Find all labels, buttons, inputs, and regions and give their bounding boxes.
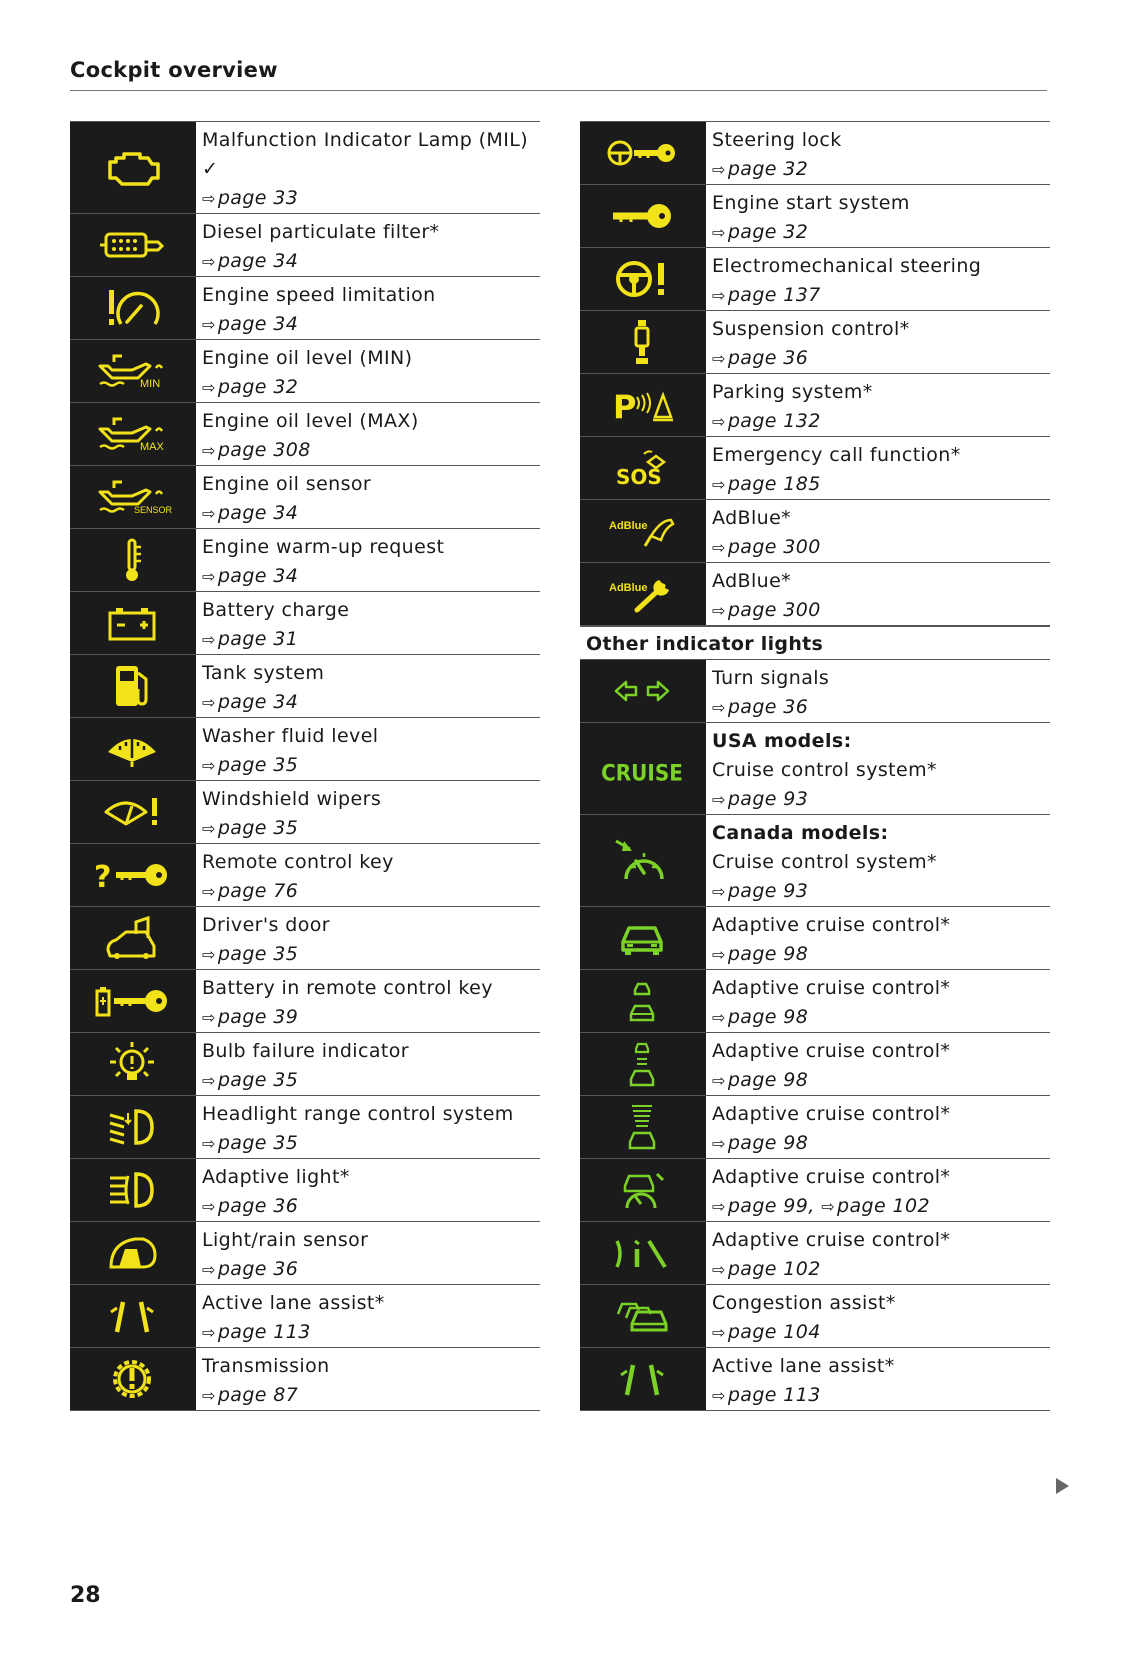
acc-car-icon [580, 907, 706, 969]
indicator-row [70, 843, 540, 906]
indicator-description [196, 122, 540, 213]
headlight-range-icon [70, 1096, 196, 1158]
page-link[interactable]: page 300 [727, 536, 821, 558]
indicator-label: Adaptive cruise control* [712, 1229, 951, 1251]
page-link[interactable]: page 98 [727, 1069, 809, 1091]
page-reference [202, 184, 540, 213]
indicator-row [70, 1284, 540, 1347]
indicator-row [580, 814, 1050, 906]
indicator-label: Cruise control system* [712, 851, 937, 873]
reference-arrow-icon: ⇨ [712, 160, 726, 179]
reference-arrow-icon: ⇨ [202, 441, 216, 460]
page-link[interactable]: page 308 [217, 439, 311, 461]
page-link[interactable]: page 35 [217, 943, 299, 965]
page-reference [712, 940, 1050, 969]
indicator-row [70, 528, 540, 591]
indicator-row [70, 969, 540, 1032]
page-reference [202, 877, 540, 906]
indicator-row [580, 184, 1050, 247]
reference-arrow-icon: ⇨ [202, 1134, 216, 1153]
indicator-row [580, 906, 1050, 969]
indicator-row [580, 1347, 1050, 1411]
indicator-row [70, 591, 540, 654]
indicator-label: Engine speed limitation [202, 284, 436, 306]
adblue-refill-icon [580, 500, 706, 562]
indicator-description [706, 815, 1050, 906]
engine-icon [70, 122, 196, 213]
indicator-row [70, 1158, 540, 1221]
acc-distance-1-icon [580, 970, 706, 1032]
indicator-row [70, 1347, 540, 1411]
warning-lights-list [580, 121, 1050, 626]
indicator-label: Washer fluid level [202, 725, 379, 747]
indicator-label: Parking system* [712, 381, 873, 403]
indicator-row [580, 659, 1050, 722]
page-reference [712, 1318, 1050, 1347]
congestion-assist-icon [580, 1285, 706, 1347]
indicator-description [706, 1096, 1050, 1158]
indicator-description [196, 1348, 540, 1410]
page-link[interactable]: page 93 [727, 788, 809, 810]
page-reference [202, 688, 540, 717]
fuel-pump-icon [70, 655, 196, 717]
page-link[interactable]: page 137 [727, 284, 821, 306]
indicator-label: Active lane assist* [712, 1355, 895, 1377]
indicator-description [706, 1159, 1050, 1221]
indicator-description [706, 970, 1050, 1032]
page-reference [712, 1381, 1050, 1410]
speedometer-cruise-icon [580, 815, 706, 906]
page-link[interactable]: page 32 [217, 376, 299, 398]
indicator-description [196, 403, 540, 465]
page-link[interactable]: page 185 [727, 473, 821, 495]
reference-arrow-icon: ⇨ [712, 412, 726, 431]
indicator-label: Cruise control system* [712, 759, 937, 781]
reference-arrow-icon: ⇨ [712, 1197, 726, 1216]
indicator-label: Engine oil level (MAX) [202, 410, 419, 432]
indicator-description [706, 248, 1050, 310]
page-link[interactable]: page 300 [727, 599, 821, 621]
indicator-label: Engine start system [712, 192, 910, 214]
page-reference [202, 1003, 540, 1032]
page-reference [712, 596, 1050, 625]
indicator-description [196, 1222, 540, 1284]
indicator-row [70, 1221, 540, 1284]
page-reference [712, 785, 1050, 814]
page-reference [202, 499, 540, 528]
right-indicator-table [580, 121, 1050, 1411]
page-reference [712, 1066, 1050, 1095]
page-link[interactable]: page 98 [727, 1006, 809, 1028]
indicator-row [580, 722, 1050, 814]
remote-key-question-icon [70, 844, 196, 906]
indicator-label: Electromechanical steering [712, 255, 982, 277]
indicator-row [70, 339, 540, 402]
engine-speed-limit-icon [70, 277, 196, 339]
indicator-label: Transmission [202, 1355, 330, 1377]
indicator-label: Diesel particulate filter* [202, 221, 440, 243]
page-link[interactable]: page 104 [727, 1321, 821, 1343]
indicator-description [196, 781, 540, 843]
indicator-label: Adaptive cruise control* [712, 914, 951, 936]
indicator-label: Turn signals [712, 667, 830, 689]
indicator-description [196, 592, 540, 654]
page-reference [712, 218, 1050, 247]
page-link[interactable]: page 35 [217, 817, 299, 839]
key-battery-icon [70, 970, 196, 1032]
indicator-description [196, 970, 540, 1032]
page-link[interactable]: page 34 [217, 691, 299, 713]
reference-arrow-icon: ⇨ [202, 1260, 216, 1279]
svg-text:P: P [613, 388, 637, 426]
indicator-label: Active lane assist* [202, 1292, 385, 1314]
indicator-description [196, 214, 540, 276]
indicator-label: Adaptive light* [202, 1166, 350, 1188]
page-link[interactable]: page 36 [727, 696, 809, 718]
reference-arrow-icon: ⇨ [712, 601, 726, 620]
page-reference [202, 1066, 540, 1095]
svg-text:MIN: MIN [140, 378, 161, 390]
reference-arrow-icon: ⇨ [202, 1197, 216, 1216]
indicator-label: Adaptive cruise control* [712, 1040, 951, 1062]
reference-arrow-icon: ⇨ [712, 882, 726, 901]
reference-arrow-icon: ⇨ [712, 790, 726, 809]
acc-lane-icon [580, 1222, 706, 1284]
indicator-description [706, 1348, 1050, 1410]
indicator-row [70, 121, 540, 213]
reference-arrow-icon: ⇨ [202, 1008, 216, 1027]
page-link[interactable]: page 34 [217, 313, 299, 335]
page-reference [712, 1003, 1050, 1032]
left-indicator-table [70, 121, 540, 1411]
adaptive-light-icon [70, 1159, 196, 1221]
bulb-failure-icon [70, 1033, 196, 1095]
reference-arrow-icon: ⇨ [712, 1134, 726, 1153]
light-rain-sensor-icon [70, 1222, 196, 1284]
indicator-label: Remote control key [202, 851, 394, 873]
indicator-row [580, 1221, 1050, 1284]
indicator-row [70, 654, 540, 717]
reference-arrow-icon: ⇨ [821, 1197, 835, 1216]
indicator-row [70, 402, 540, 465]
indicator-description [706, 1222, 1050, 1284]
indicator-description [706, 374, 1050, 436]
indicator-row [70, 213, 540, 276]
svg-text:SENSOR: SENSOR [134, 505, 173, 515]
indicator-label: Malfunction Indicator Lamp (MIL) [202, 129, 529, 151]
reference-arrow-icon: ⇨ [202, 756, 216, 775]
indicator-description [706, 311, 1050, 373]
page-reference [202, 1129, 540, 1158]
page-link[interactable]: page 98 [727, 1132, 809, 1154]
reference-arrow-icon: ⇨ [202, 504, 216, 523]
page-link[interactable]: page 102 [837, 1195, 930, 1217]
indicator-description [706, 1285, 1050, 1347]
page-link[interactable]: page 35 [217, 1069, 299, 1091]
indicator-description [196, 907, 540, 969]
reference-arrow-icon: ⇨ [712, 538, 726, 557]
oil-level-max-icon [70, 403, 196, 465]
svg-text:CRUISE: CRUISE [601, 758, 683, 786]
next-page-arrow-icon[interactable] [1056, 1478, 1069, 1494]
other-indicator-list [580, 659, 1050, 1411]
adblue-wrench-icon [580, 563, 706, 625]
indicator-row [580, 373, 1050, 436]
indicator-row [70, 276, 540, 339]
reference-arrow-icon: ⇨ [712, 1386, 726, 1405]
lane-assist-green-icon [580, 1348, 706, 1410]
indicator-description [706, 907, 1050, 969]
indicator-description [196, 1096, 540, 1158]
page-reference [202, 562, 540, 591]
battery-icon [70, 592, 196, 654]
page-reference [202, 751, 540, 780]
page-link[interactable]: page 99 [727, 1195, 809, 1217]
page-reference [202, 1192, 540, 1221]
page-link[interactable]: page 31 [217, 628, 299, 650]
svg-text:SOS: SOS [616, 465, 662, 489]
indicator-label: Engine oil level (MIN) [202, 347, 413, 369]
indicator-label: Engine warm-up request [202, 536, 445, 558]
page-reference [202, 625, 540, 654]
model-subhead: Canada models: [712, 822, 889, 844]
indicator-row [580, 436, 1050, 499]
reference-arrow-icon: ⇨ [712, 286, 726, 305]
reference-arrow-icon: ⇨ [712, 475, 726, 494]
indicator-description [196, 529, 540, 591]
reference-arrow-icon: ⇨ [202, 693, 216, 712]
svg-text:AdBlue: AdBlue [609, 582, 648, 594]
page-link[interactable]: page 113 [217, 1321, 311, 1343]
indicator-row [580, 1032, 1050, 1095]
page-reference [202, 373, 540, 402]
diesel-filter-icon [70, 214, 196, 276]
reference-arrow-icon: ⇨ [202, 630, 216, 649]
oil-sensor-icon [70, 466, 196, 528]
indicator-row [70, 1032, 540, 1095]
svg-text:AdBlue: AdBlue [609, 520, 648, 532]
transmission-gear-icon [70, 1348, 196, 1410]
turn-signals-icon [580, 660, 706, 722]
indicator-description [706, 563, 1050, 625]
header-divider [70, 90, 1047, 91]
reference-arrow-icon: ⇨ [202, 945, 216, 964]
indicator-description [196, 844, 540, 906]
indicator-description [196, 1285, 540, 1347]
oil-level-min-icon [70, 340, 196, 402]
reference-arrow-icon: ⇨ [202, 567, 216, 586]
page-reference [202, 436, 540, 465]
cruise-icon [580, 723, 706, 814]
page-link[interactable]: page 35 [217, 754, 299, 776]
indicator-row [580, 310, 1050, 373]
reference-arrow-icon: ⇨ [712, 223, 726, 242]
reference-arrow-icon: ⇨ [202, 378, 216, 397]
thermometer-icon [70, 529, 196, 591]
acc-distance-3-icon [580, 1096, 706, 1158]
suspension-icon [580, 311, 706, 373]
page-link[interactable]: page 36 [217, 1195, 299, 1217]
indicator-description [196, 466, 540, 528]
model-subhead: USA models: [712, 730, 852, 752]
indicator-description [706, 122, 1050, 184]
reference-arrow-icon: ⇨ [202, 1386, 216, 1405]
checkmark-icon: ✓ [202, 158, 219, 180]
page-reference [202, 247, 540, 276]
indicator-label: Adaptive cruise control* [712, 1103, 951, 1125]
reference-arrow-icon: ⇨ [202, 1323, 216, 1342]
reference-arrow-icon: ⇨ [712, 1323, 726, 1342]
page-link[interactable]: page 33 [217, 187, 299, 209]
page-reference [712, 1255, 1050, 1284]
page-link[interactable]: page 35 [217, 1132, 299, 1154]
indicator-label: Light/rain sensor [202, 1229, 369, 1251]
svg-text:?: ? [94, 860, 112, 895]
page-link[interactable]: page 36 [217, 1258, 299, 1280]
indicator-label: AdBlue* [712, 570, 792, 592]
page-reference [712, 877, 1050, 906]
page-reference [202, 1381, 540, 1410]
page-link[interactable]: page 113 [727, 1384, 821, 1406]
page-reference [202, 310, 540, 339]
reference-arrow-icon: ⇨ [202, 882, 216, 901]
drivers-door-icon [70, 907, 196, 969]
page-reference [202, 1255, 540, 1284]
indicator-row [580, 969, 1050, 1032]
indicator-label: AdBlue* [712, 507, 792, 529]
reference-arrow-icon: ⇨ [712, 1071, 726, 1090]
indicator-description [706, 437, 1050, 499]
parking-system-icon [580, 374, 706, 436]
indicator-label: Windshield wipers [202, 788, 382, 810]
section-title-other: Other indicator lights [580, 626, 1050, 659]
reference-arrow-icon: ⇨ [202, 189, 216, 208]
indicator-description [706, 185, 1050, 247]
indicator-description [196, 1033, 540, 1095]
indicator-label: Tank system [202, 662, 325, 684]
page-link[interactable]: page 93 [727, 880, 809, 902]
page-reference [202, 940, 540, 969]
page-link[interactable]: page 98 [727, 943, 809, 965]
indicator-label: Steering lock [712, 129, 842, 151]
indicator-row [70, 780, 540, 843]
indicator-row [70, 465, 540, 528]
svg-text:MAX: MAX [140, 441, 164, 453]
wiper-warning-icon [70, 781, 196, 843]
indicator-label: Headlight range control system [202, 1103, 514, 1125]
indicator-label: Suspension control* [712, 318, 910, 340]
sos-icon [580, 437, 706, 499]
engine-start-key-icon [580, 185, 706, 247]
indicator-label: Emergency call function* [712, 444, 961, 466]
indicator-row [580, 562, 1050, 626]
steering-warning-icon [580, 248, 706, 310]
indicator-label: Driver's door [202, 914, 330, 936]
indicator-row [580, 247, 1050, 310]
reference-arrow-icon: ⇨ [202, 1071, 216, 1090]
page-reference [712, 407, 1050, 436]
page-reference [712, 693, 1050, 722]
page-reference [202, 1318, 540, 1347]
indicator-description [196, 1159, 540, 1221]
page-link[interactable]: page 102 [727, 1258, 821, 1280]
page-reference [712, 155, 1050, 184]
page-link[interactable]: page 39 [217, 1006, 299, 1028]
page-link[interactable]: page 34 [217, 250, 299, 272]
page-link[interactable]: page 76 [217, 880, 299, 902]
lane-assist-yellow-icon [70, 1285, 196, 1347]
indicator-row [580, 1284, 1050, 1347]
page-link[interactable]: page 132 [727, 410, 821, 432]
page-link[interactable]: page 32 [727, 158, 809, 180]
acc-distance-2-icon [580, 1033, 706, 1095]
indicator-description [706, 500, 1050, 562]
page-link[interactable]: page 87 [217, 1384, 299, 1406]
page-link[interactable]: page 34 [217, 502, 299, 524]
indicator-label: Congestion assist* [712, 1292, 896, 1314]
page-reference: ⇨ page 99, ⇨ page 102 [712, 1195, 930, 1217]
reference-arrow-icon: ⇨ [712, 945, 726, 964]
indicator-description [196, 277, 540, 339]
page-link[interactable]: page 36 [727, 347, 809, 369]
indicator-label: Battery charge [202, 599, 350, 621]
indicator-row [70, 1095, 540, 1158]
indicator-description [706, 1033, 1050, 1095]
indicator-description [196, 655, 540, 717]
reference-arrow-icon: ⇨ [202, 315, 216, 334]
indicator-row [580, 1095, 1050, 1158]
page-reference [712, 533, 1050, 562]
reference-arrow-icon: ⇨ [712, 1260, 726, 1279]
indicator-description [196, 718, 540, 780]
indicator-label: Bulb failure indicator [202, 1040, 409, 1062]
indicator-row [580, 1158, 1050, 1221]
indicator-label: Adaptive cruise control* [712, 977, 951, 999]
indicator-row [580, 499, 1050, 562]
reference-arrow-icon: ⇨ [202, 819, 216, 838]
page-link[interactable]: page 32 [727, 221, 809, 243]
page-reference [202, 814, 540, 843]
indicator-row [70, 906, 540, 969]
reference-arrow-icon: ⇨ [202, 252, 216, 271]
reference-arrow-icon: ⇨ [712, 349, 726, 368]
indicator-description [196, 340, 540, 402]
page-reference [712, 1129, 1050, 1158]
indicator-description [706, 660, 1050, 722]
page-reference [712, 344, 1050, 373]
reference-arrow-icon: ⇨ [712, 1008, 726, 1027]
page-reference [712, 281, 1050, 310]
page-reference [712, 470, 1050, 499]
washer-fluid-icon [70, 718, 196, 780]
acc-speed-icon [580, 1159, 706, 1221]
indicator-description [706, 723, 1050, 814]
reference-arrow-icon: ⇨ [712, 698, 726, 717]
indicator-label: Battery in remote control key [202, 977, 493, 999]
page-number: 28 [70, 1583, 101, 1608]
steering-lock-icon [580, 122, 706, 184]
page-title: Cockpit overview [70, 58, 278, 82]
indicator-label: Engine oil sensor [202, 473, 372, 495]
indicator-row [580, 121, 1050, 184]
page-link[interactable]: page 34 [217, 565, 299, 587]
indicator-label: Adaptive cruise control* [712, 1166, 951, 1188]
indicator-row [70, 717, 540, 780]
